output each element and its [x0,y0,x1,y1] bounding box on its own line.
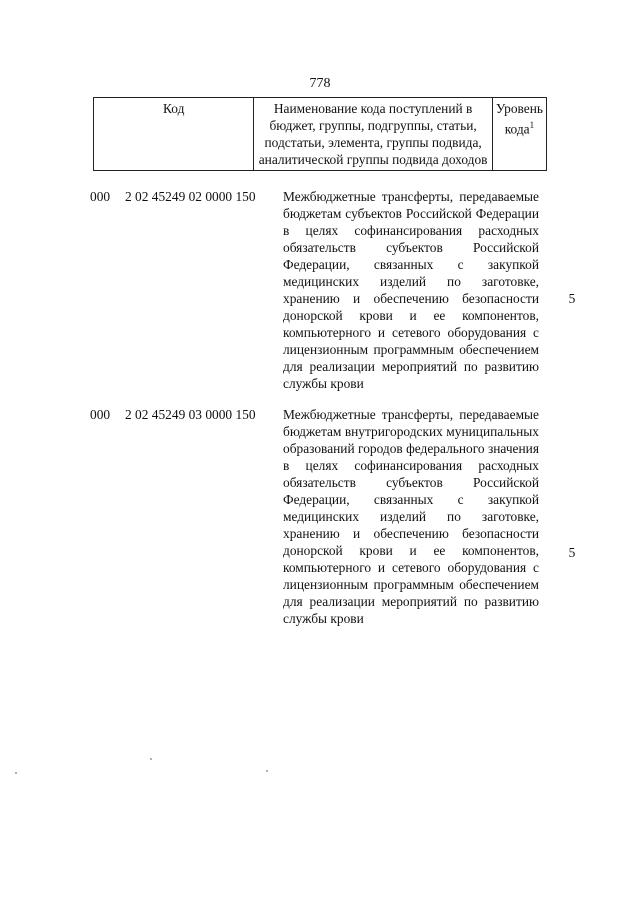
row-level: 5 [568,545,576,560]
table-row [90,406,576,686]
table-header [93,97,547,171]
row-budget-code: 2 02 45249 03 0000 150 [125,407,256,422]
page-number: 778 [309,76,331,91]
row-name: Межбюджетные трансферты, передаваемые бюджетам субъектов Российской Федерации в целях софинансирования расходных обязательств субъектов Российской Федерации, связанных с закупкой медицинских изделий по заготовке, хранению и обеспечению безопасности донорской крови и ее компонентов, компьютерного и сетевого оборудования с лицензионным программным обеспечением для реализации мероприятий по развитию службы крови [283,189,539,391]
header-code: Код [94,98,254,171]
scan-speck [15,772,17,774]
header-level-footnote: 1 [529,120,535,130]
table-row [90,188,576,418]
row-admin-code: 000 [90,189,111,204]
scan-speck [266,770,268,772]
row-admin-code: 000 [90,407,111,422]
row-level: 5 [568,291,576,306]
header-level [492,98,546,171]
scan-speck [150,758,152,760]
header-level-label: Уровень кода [495,101,543,137]
row-name: Межбюджетные трансферты, передаваемые бюджетам внутригородских муниципальных образований городов федерального значения в целях софинансирования расходных обязательств субъектов Российской Федерации, связанных с закупкой медицинских изделий по заготовке, хранению и обеспечению безопасности донорской крови и ее компонентов, компьютерного и сетевого оборудования с лицензионным программным обеспечением для реализации мероприятий по развитию службы крови [283,407,539,626]
header-name: Наименование кода поступлений в бюджет, группы, подгруппы, статьи, подстатьи, элемента, группы подвида, аналитической группы подвида доходов [254,98,492,171]
row-budget-code: 2 02 45249 02 0000 150 [125,189,256,204]
